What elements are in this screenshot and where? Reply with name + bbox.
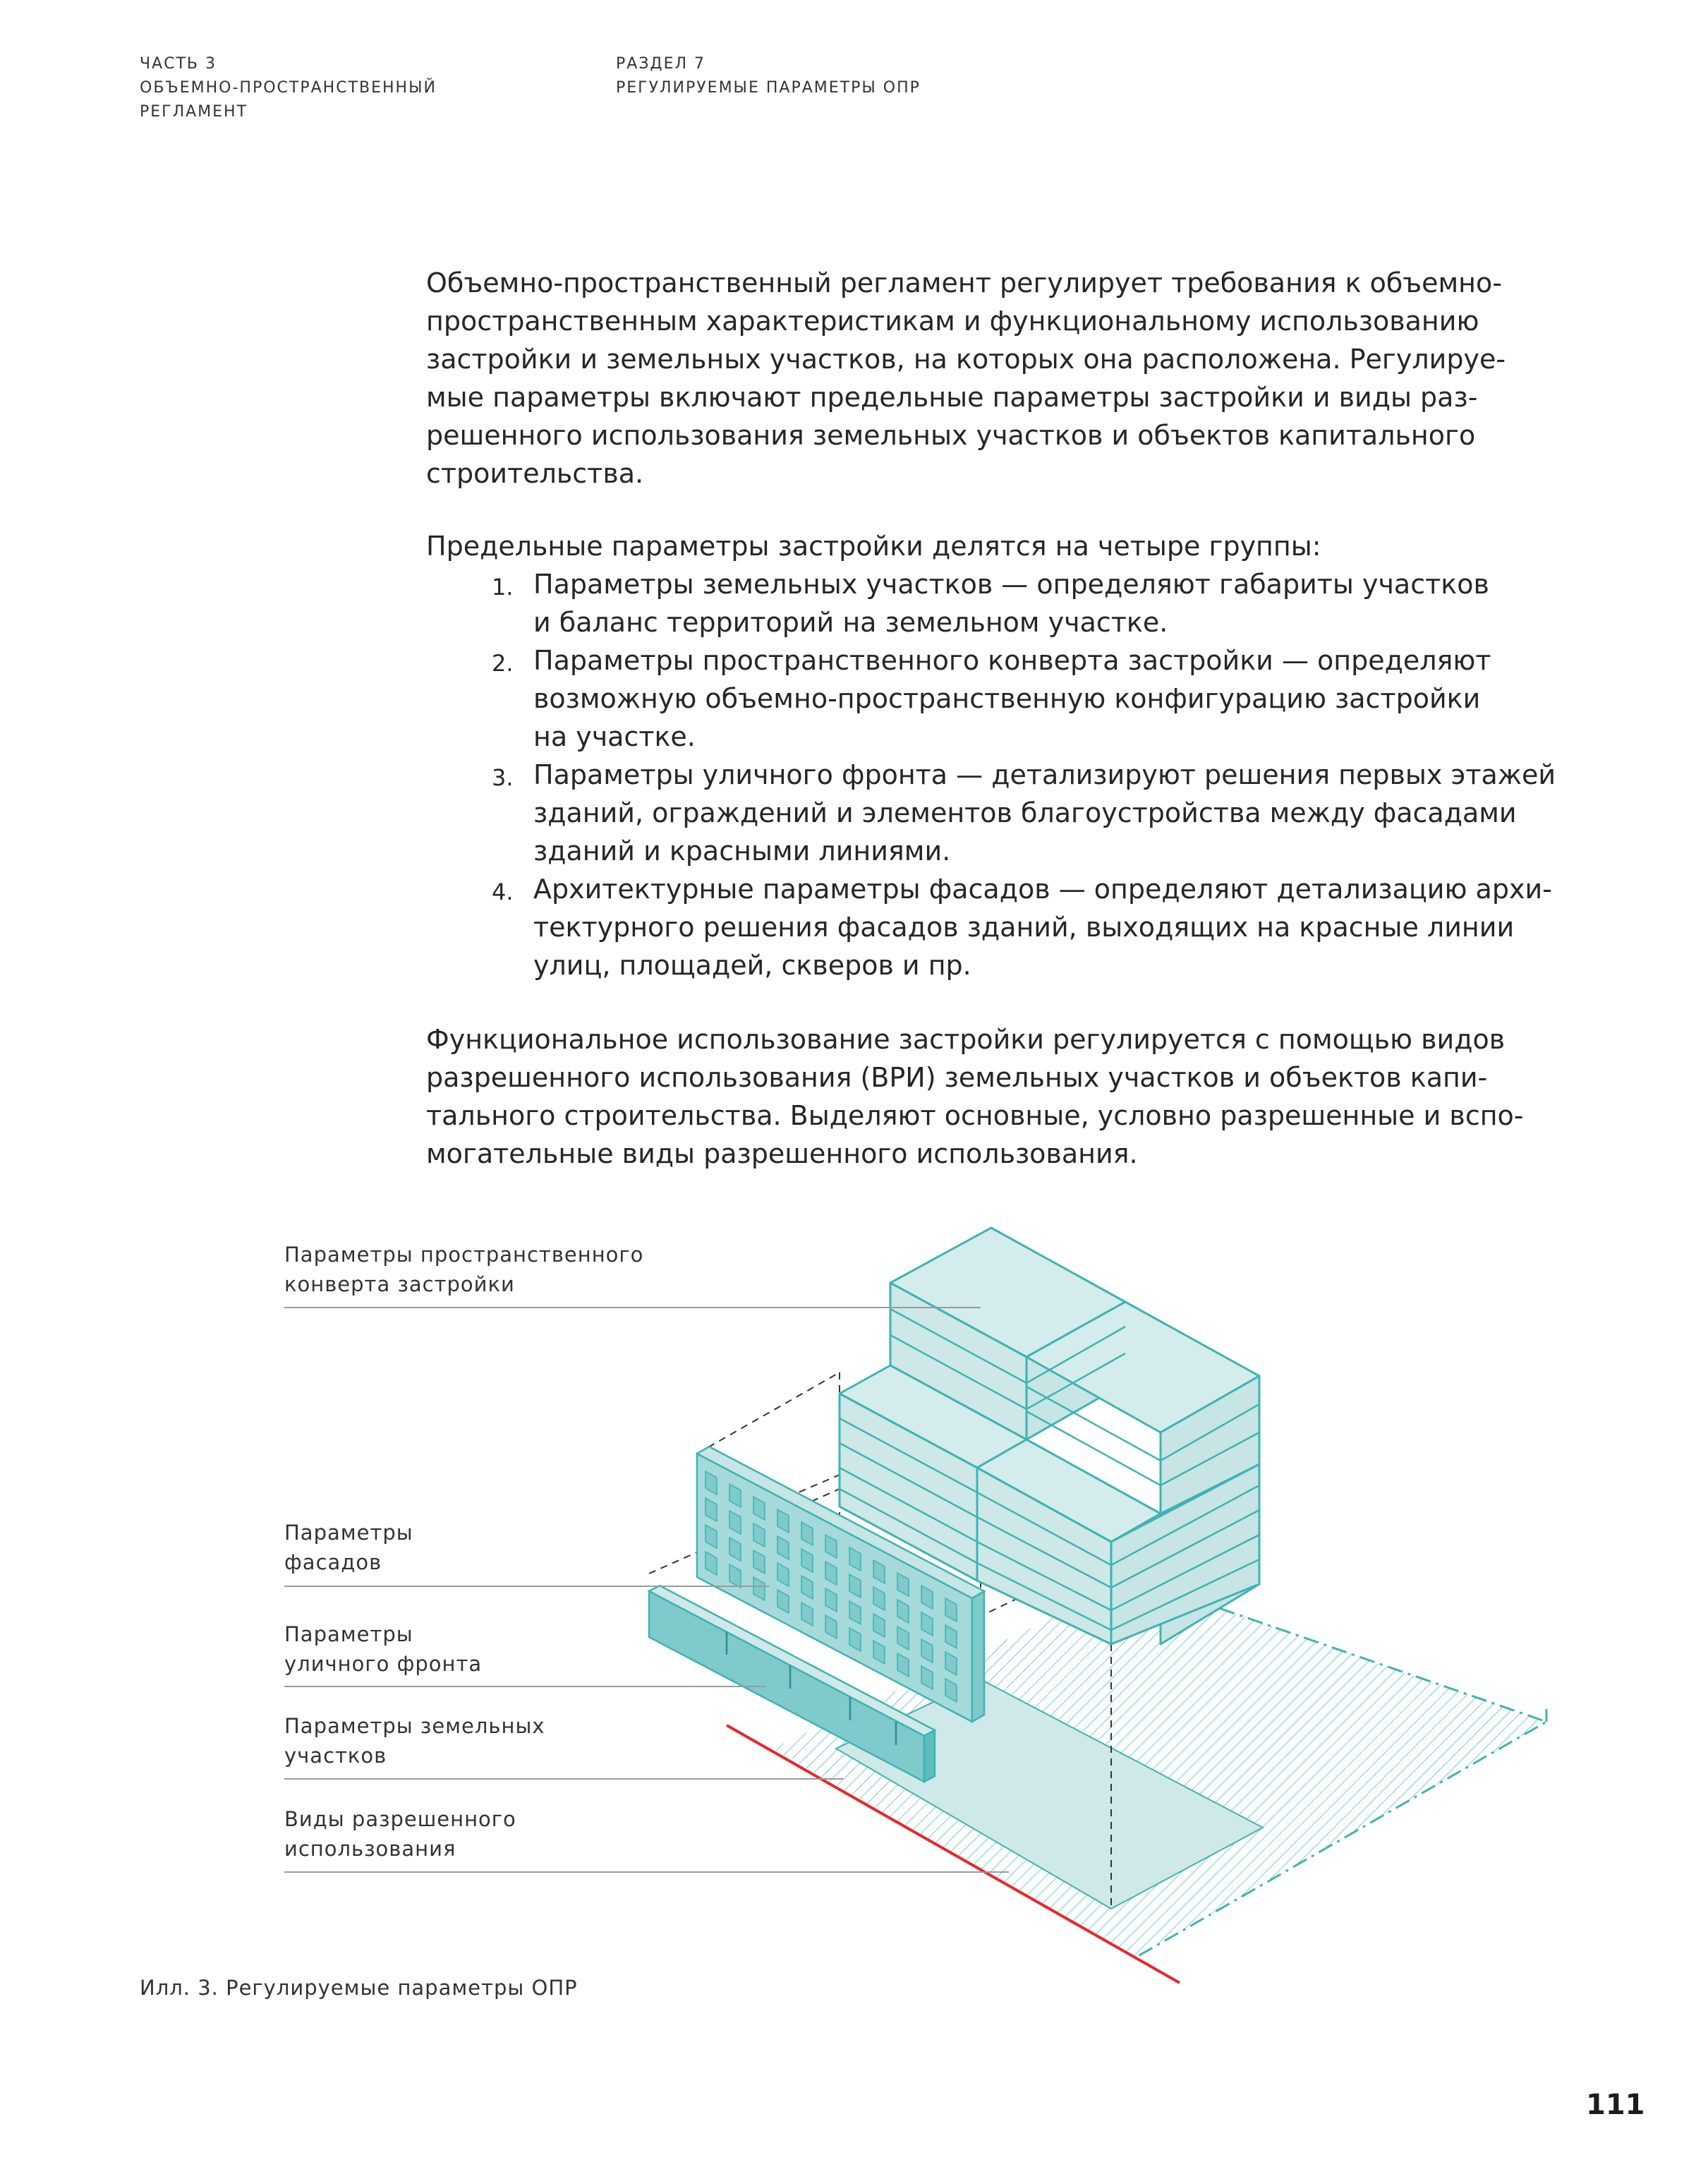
intro-line: строительства. xyxy=(426,458,644,489)
header-part-line: ЧАСТЬ 3 xyxy=(140,55,217,73)
list-line: Параметры пространственного конверта застройки — определяют xyxy=(533,645,1491,676)
intro-line: пространственным характеристикам и функциональному использованию xyxy=(426,306,1479,337)
label-permitted-use xyxy=(284,1804,516,1864)
figure-caption: Илл. 3. Регулируемые параметры ОПР xyxy=(140,1976,578,2000)
label-line: Параметры пространственного xyxy=(284,1243,644,1267)
functional-line: тального строительства. Выделяют основные, условно разрешенные и вспо- xyxy=(426,1100,1524,1131)
label-line: Параметры xyxy=(284,1521,413,1545)
list-line: Параметры земельных участков — определяют габариты участков xyxy=(533,569,1489,600)
list-line: на участке. xyxy=(533,721,696,752)
intro-line: Объемно-пространственный регламент регулирует требования к объемно- xyxy=(426,267,1502,298)
functional-line: Функциональное использование застройки регулируется с помощью видов xyxy=(426,1024,1506,1055)
header-part-line: ОБЪЕМНО-ПРОСТРАНСТВЕННЫЙ xyxy=(140,79,437,97)
label-line: Параметры земельных xyxy=(284,1714,545,1738)
list-line: возможную объемно-пространственную конфигурацию застройки xyxy=(533,683,1481,714)
label-line: фасадов xyxy=(284,1550,382,1574)
label-line: Виды разрешенного xyxy=(284,1807,516,1831)
header-section-line: РАЗДЕЛ 7 xyxy=(616,55,706,73)
header-part-line: РЕГЛАМЕНТ xyxy=(140,103,248,121)
list-line: улиц, площадей, скверов и пр. xyxy=(533,950,971,981)
header-section-line: РЕГУЛИРУЕМЫЕ ПАРАМЕТРЫ ОПР xyxy=(616,79,921,97)
list-line: Архитектурные параметры фасадов — определяют детализацию архи- xyxy=(533,874,1552,905)
functional-line: могательные виды разрешенного использования. xyxy=(426,1138,1138,1169)
label-street-front xyxy=(284,1619,482,1679)
label-line: уличного фронта xyxy=(284,1652,483,1676)
list-number: 3. xyxy=(492,764,514,791)
list-line: и баланс территорий на земельном участке. xyxy=(533,607,1168,638)
label-land-plots xyxy=(284,1711,545,1770)
functional-line: разрешенного использования (ВРИ) земельных участков и объектов капи- xyxy=(426,1062,1488,1093)
label-line: Параметры xyxy=(284,1622,413,1646)
list-line: тектурного решения фасадов зданий, выходящих на красные линии xyxy=(533,912,1515,943)
page-number: 111 xyxy=(1586,2089,1645,2121)
list-line: зданий, ограждений и элементов благоустройства между фасадами xyxy=(533,797,1517,828)
list-number: 2. xyxy=(492,650,514,677)
intro-line: решенного использования земельных участков и объектов капитального xyxy=(426,420,1476,451)
groups-intro-text: Предельные параметры застройки делятся на четыре группы: xyxy=(426,531,1321,562)
label-facades xyxy=(284,1518,413,1577)
intro-line: застройки и земельных участков, на которых она расположена. Регулируе- xyxy=(426,344,1506,375)
label-envelope xyxy=(284,1240,643,1299)
list-line: зданий и красными линиями. xyxy=(533,835,951,867)
intro-line: мые параметры включают предельные параметры застройки и виды раз- xyxy=(426,382,1478,413)
list-line: Параметры уличного фронта — детализируют решения первых этажей xyxy=(533,759,1556,790)
list-number: 4. xyxy=(492,879,514,905)
list-number: 1. xyxy=(492,574,514,600)
label-line: конверта застройки xyxy=(284,1272,515,1296)
label-line: использования xyxy=(284,1837,456,1861)
label-line: участков xyxy=(284,1744,387,1768)
